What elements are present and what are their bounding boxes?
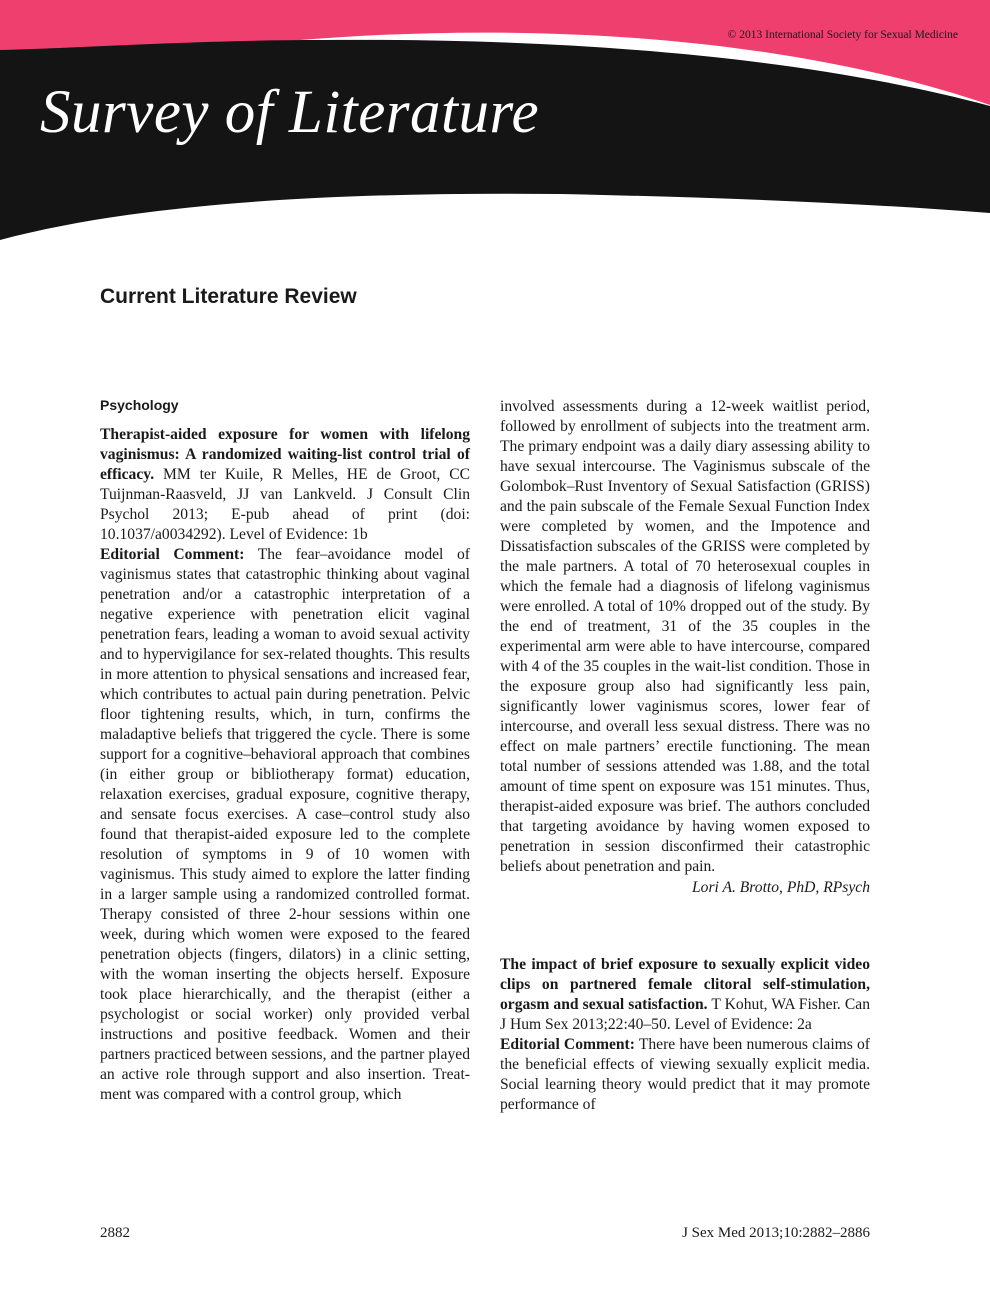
page-number: 2882 [100, 1225, 130, 1241]
category-heading: Psychology [100, 397, 179, 413]
journal-reference: J Sex Med 2013;10:2882–2886 [682, 1225, 870, 1241]
article-spacer [500, 898, 870, 955]
article1-signature: Lori A. Brotto, PhD, RPsych [691, 879, 870, 896]
article1-comment-part1 [100, 545, 470, 1105]
article2-header [500, 955, 870, 1035]
banner-title: Survey of Literature [40, 79, 540, 146]
article2-comment [500, 1035, 870, 1115]
article1-comment-label: Editorial Comment: [100, 546, 245, 563]
article1-title: Therapist-aided exposure for women with lifelong vaginismus: A randomized waiting-list control trial of efficacy. [100, 426, 470, 483]
header-banner [0, 0, 990, 250]
article2-citation: T Kohut, WA Fisher. Can J Hum Sex 2013;22:40–50. Level of Evidence: 2a [500, 996, 870, 1033]
right-column [500, 397, 870, 1115]
article1-comment-text: The fear–avoidance model of vaginismus states that catastrophic thinking about vaginal penetration and/or a catastrophic interpretation of a negative experience with penetration elicit vaginal penetration fears, leading a woman to avoid sexual activity and to hypervigilance for sex-related thoughts. This results in more attention to physical sensations and increased fear, which contributes to actual pain during penetration. Pelvic floor tightening results, which, in turn, confirms the maladaptive beliefs that triggered the cycle. There is some support for a cognitive–behavioral approach that combines (in either group or bibliotherapy format) education, relaxation exercises, gradual exposure, cognitive therapy, and sensate focus exercises. A case–control study also found that therapist-aided exposure led to the complete resolution of symptoms in 9 of 10 women with vaginismus. This study aimed to explore the latter finding in a larger sample using a randomized controlled format. Therapy consisted of three 2-hour sessions within one week, during which women were exposed to the feared penetration objects (fingers, dilators) in a clinic setting, with the woman inserting the objects herself. Exposure took place hierarchically, and the therapist (either a psychologist or social worker) only provided verbal instructions and positive feedback. Women and their partners practiced between sessions, and the partner played an active role through support and also insertion. Treatment was compared with a control group, which [100, 546, 470, 1103]
article2-comment-label: Editorial Comment: [500, 1036, 635, 1053]
article1-comment-part2: involved assessments during a 12-week waitlist period, followed by enrollment of subjects into the treatment arm. The primary endpoint was a daily diary assessing ability to have sexual intercourse. The Vaginismus subscale of the Golombok–Rust Inventory of Sexual Satisfaction (GRISS) and the pain subscale of the Female Sexual Function Index were completed by women, and the Impotence and Dissatisfaction subscales of the GRISS were completed by the male partners. A total of 70 heterosexual couples in which the female had a diagnosis of lifelong vaginismus were enrolled. A total of 10% dropped out of the study. By the end of treatment, 31 of the 35 couples in the experimental arm were able to have intercourse, compared with 4 of the 35 couples in the wait-list condition. Those in the exposure group also had significantly less pain, significantly lower vaginismus scores, lower fear of intercourse, and overall less sexual distress. There was no effect on male partners’ erectile functioning. The mean total number of sessions attended was 1.88, and the total amount of time spent on exposure was 151 minutes. Thus, therapist-aided exposure was brief. The authors concluded that targeting avoidance by having women exposed to penetration in session disconfirmed their catastrophic beliefs about penetration and pain. [500, 398, 870, 875]
left-column [100, 396, 470, 1105]
copyright-notice: © 2013 International Society for Sexual Medicine [727, 29, 958, 41]
article2-title: The impact of brief exposure to sexually explicit video clips on partnered female clitoral self-stimulation, orgasm and sexual satisfaction. [500, 956, 870, 1013]
article1-citation: MM ter Kuile, R Melles, HE de Groot, CC Tuijnman-Raasveld, JJ van Lankveld. J Consult Clin Psychol 2013; E-pub ahead of print (doi: 10.1037/a0034292). Level of Evidence: 1b [100, 466, 470, 543]
section-title: Current Literature Review [100, 285, 357, 308]
article2-comment-text: There have been numerous claims of the beneficial effects of viewing sexually explicit media. Social learning theory would predict that it may promote performance of [500, 1036, 870, 1113]
article1-header [100, 425, 470, 545]
